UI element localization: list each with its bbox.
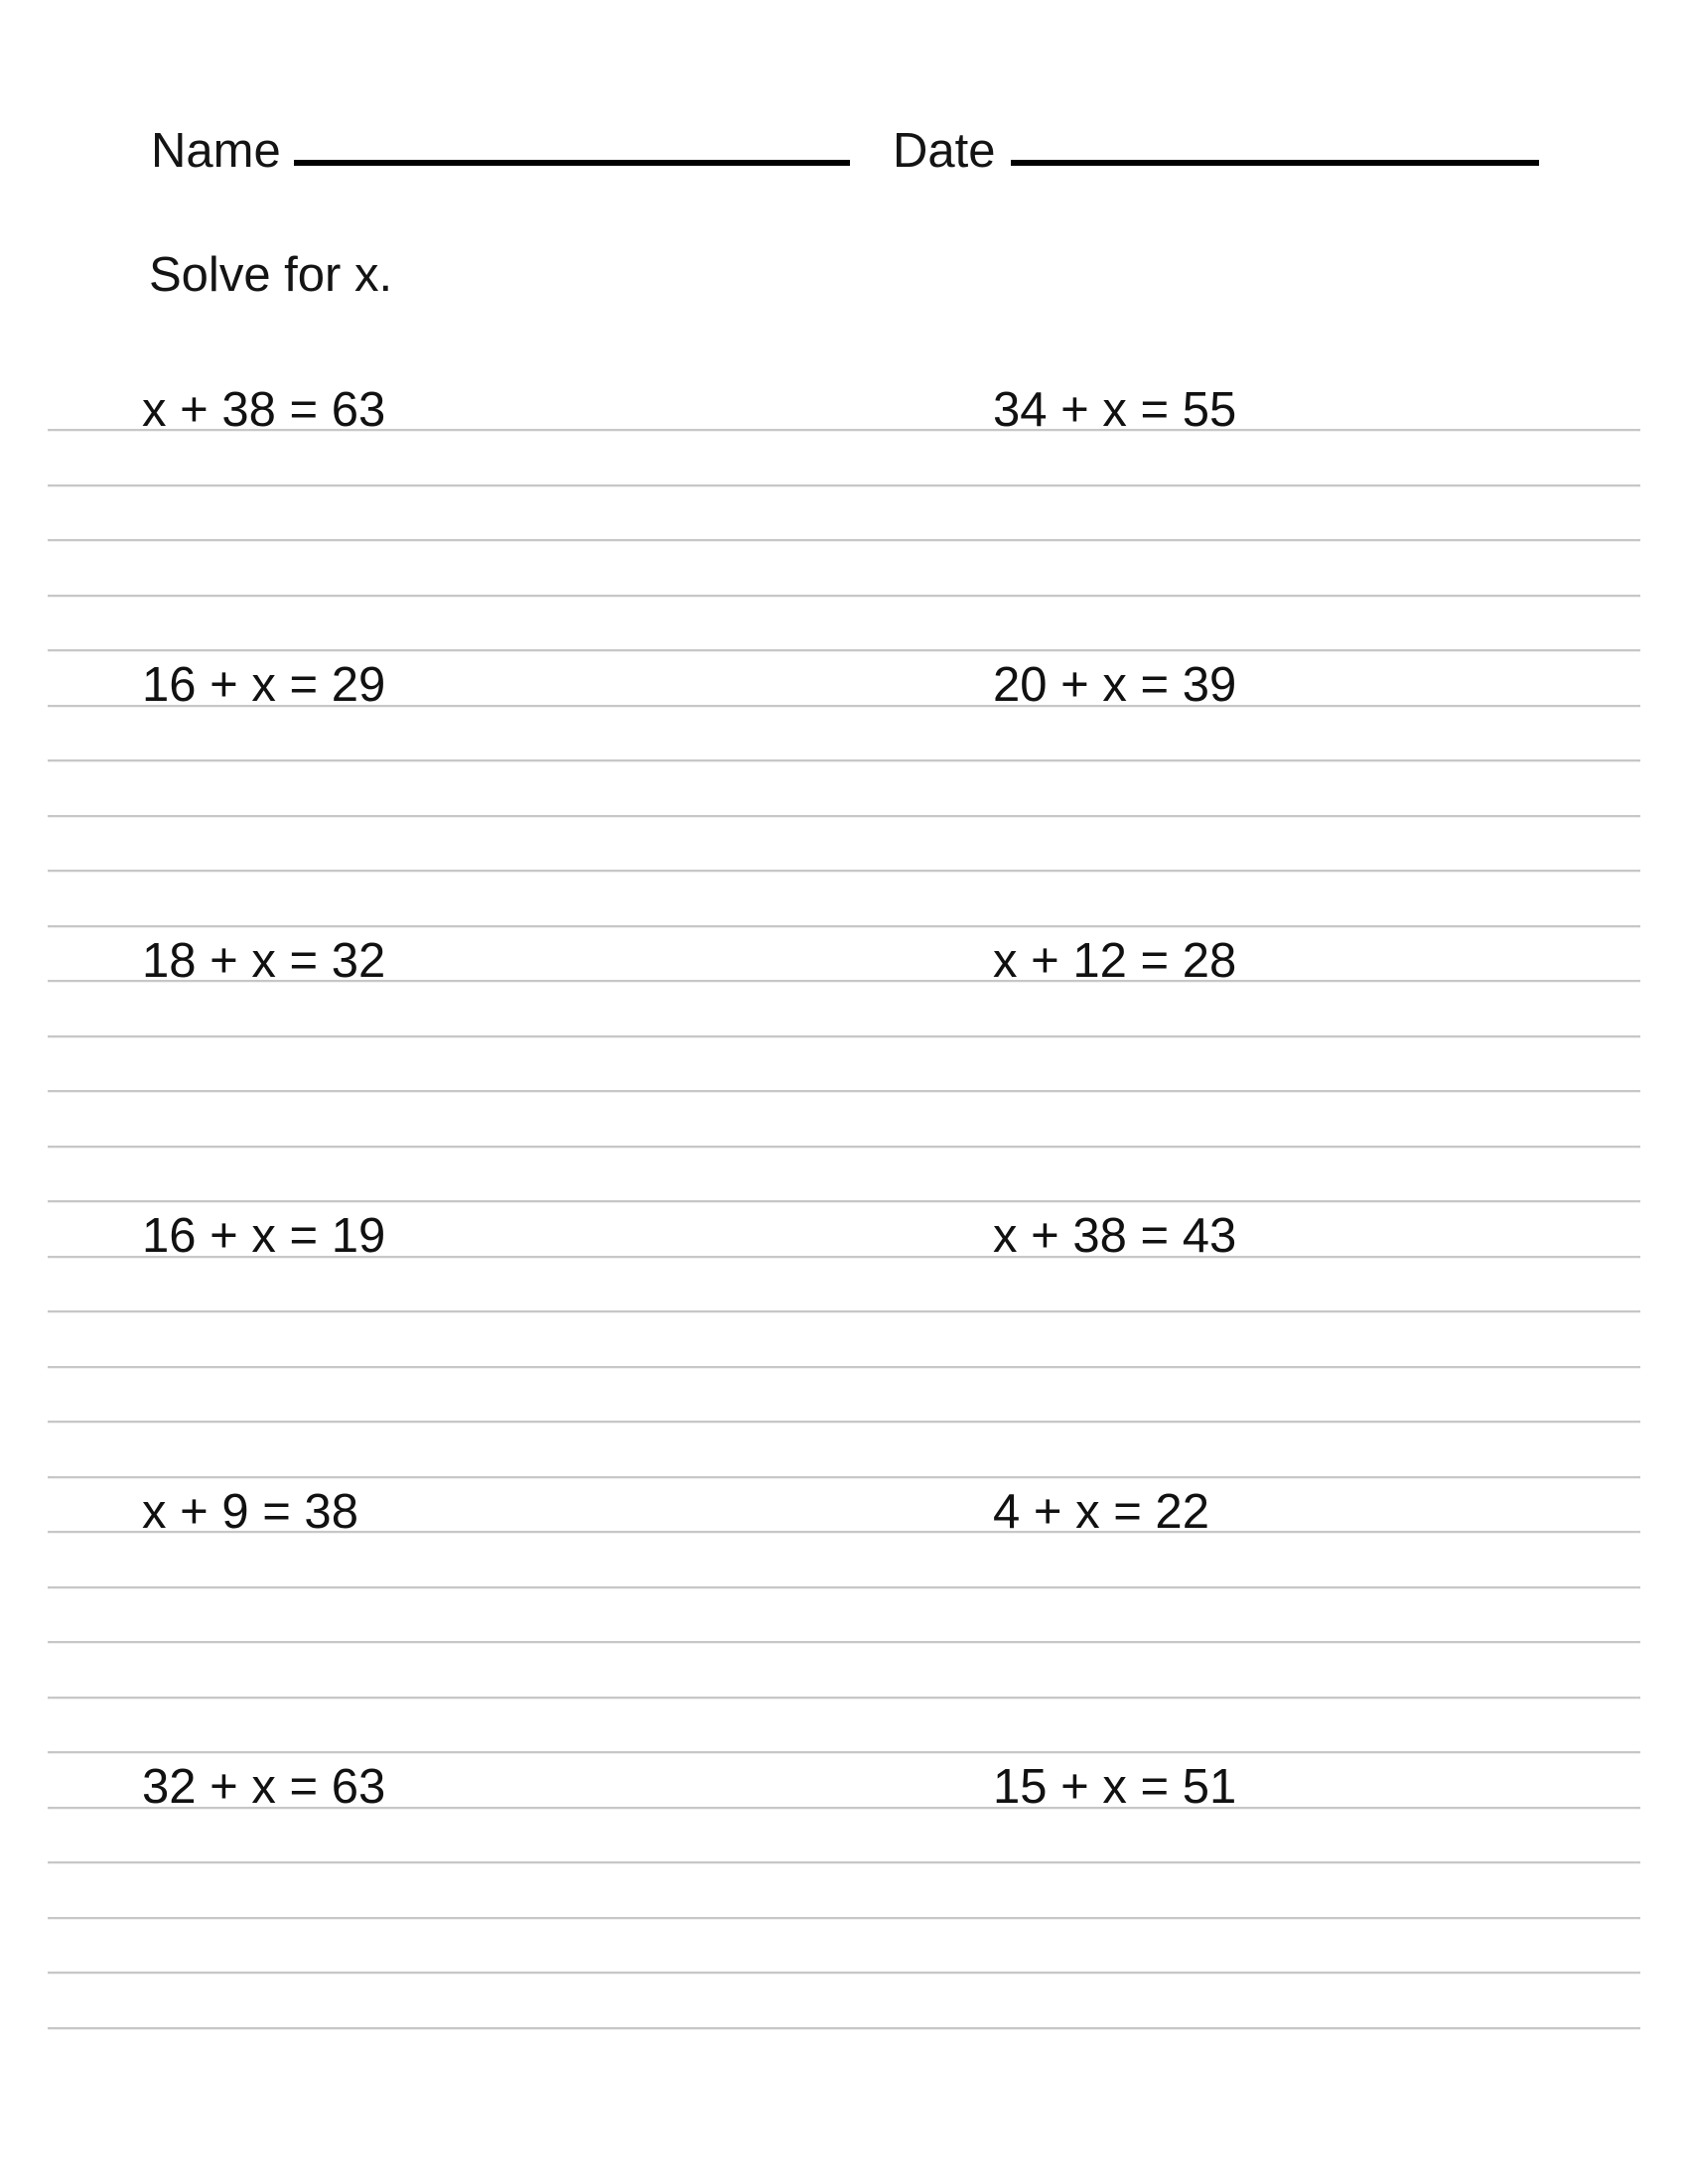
ruled-line [48, 595, 1640, 598]
problem-row [0, 1485, 1688, 1540]
equation: 16 + x = 19 [142, 1209, 386, 1263]
equation: x + 12 = 28 [993, 934, 1237, 988]
equation: x + 9 = 38 [142, 1485, 358, 1539]
problem-row [0, 1760, 1688, 1815]
ruled-line [48, 1917, 1640, 1920]
ruled-line [48, 539, 1640, 542]
ruled-line [48, 1090, 1640, 1093]
ruled-line [48, 2027, 1640, 2030]
ruled-line [48, 1421, 1640, 1424]
ruled-line [48, 649, 1640, 652]
name-blank-line [294, 160, 850, 166]
instructions-text: Solve for x. [149, 248, 393, 302]
ruled-line [48, 1861, 1640, 1864]
problem-row [0, 383, 1688, 438]
equation: 15 + x = 51 [993, 1760, 1237, 1814]
ruled-line [48, 870, 1640, 873]
equation: 20 + x = 39 [993, 658, 1237, 712]
problem-row [0, 1209, 1688, 1264]
ruled-line [48, 1200, 1640, 1203]
equation: x + 38 = 43 [993, 1209, 1237, 1263]
equation: 18 + x = 32 [142, 934, 386, 988]
ruled-line [48, 1310, 1640, 1313]
equation: 16 + x = 29 [142, 658, 386, 712]
equation: 34 + x = 55 [993, 383, 1237, 437]
ruled-line [48, 925, 1640, 928]
ruled-line [48, 1146, 1640, 1149]
equation: x + 38 = 63 [142, 383, 386, 437]
ruled-line [48, 1972, 1640, 1975]
name-label: Name [151, 124, 281, 178]
ruled-line [48, 1641, 1640, 1644]
ruled-line [48, 815, 1640, 818]
problem-row [0, 934, 1688, 989]
equation: 32 + x = 63 [142, 1760, 386, 1814]
ruled-line [48, 1586, 1640, 1589]
ruled-line [48, 1035, 1640, 1038]
ruled-line [48, 1697, 1640, 1700]
ruled-line [48, 759, 1640, 762]
date-blank-line [1011, 160, 1539, 166]
date-label: Date [893, 124, 996, 178]
ruled-line [48, 1476, 1640, 1479]
ruled-line [48, 1751, 1640, 1754]
equation: 4 + x = 22 [993, 1485, 1209, 1539]
ruled-line [48, 484, 1640, 487]
problem-row [0, 658, 1688, 713]
ruled-line [48, 1366, 1640, 1369]
